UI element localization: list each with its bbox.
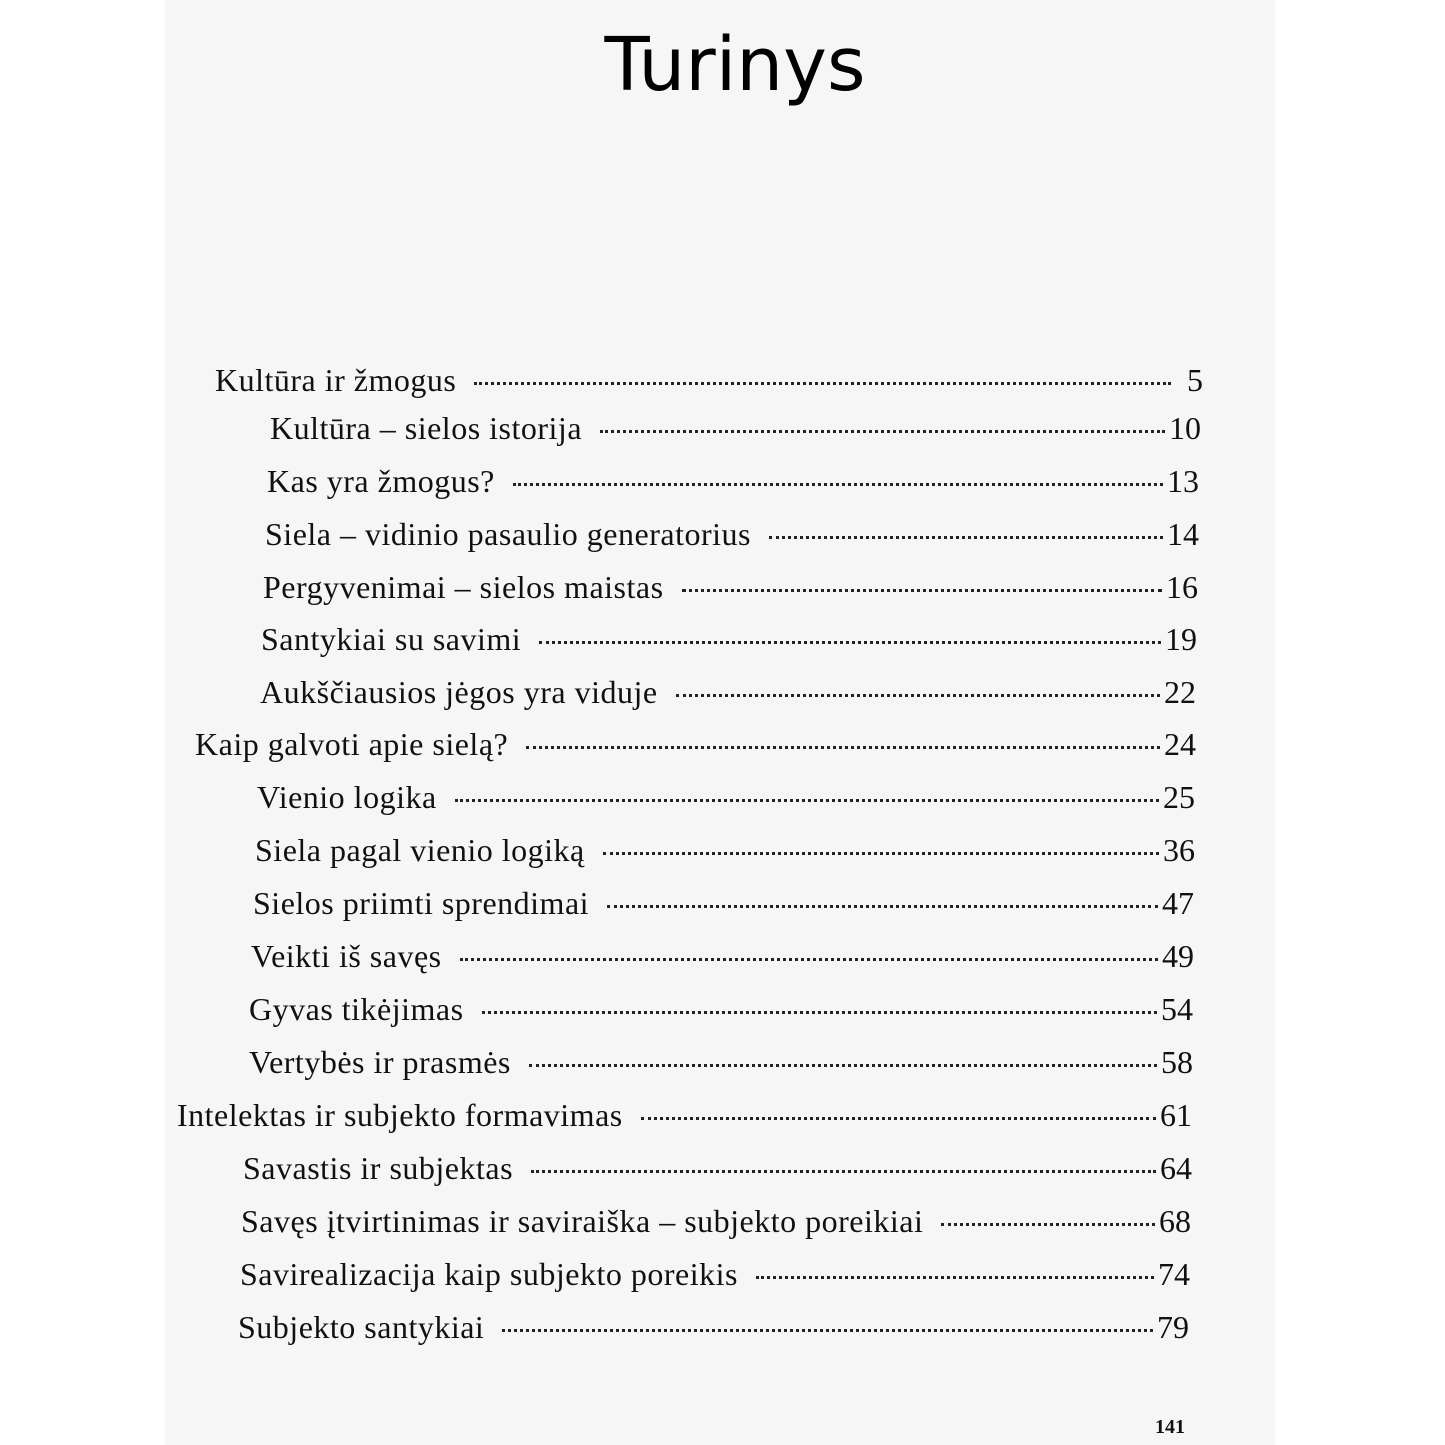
- toc-entry-label: Sielos priimti sprendimai: [253, 885, 590, 921]
- dot-leader: [513, 483, 1163, 486]
- toc-entry: [265, 516, 1199, 553]
- toc-entry: [240, 1256, 1190, 1293]
- toc-entry-page: 49: [1162, 938, 1194, 974]
- dot-leader: [474, 382, 1171, 385]
- toc-entry: [249, 991, 1193, 1028]
- book-page: [165, 0, 1275, 1445]
- toc-entry: [263, 569, 1198, 606]
- toc-entry: [267, 463, 1199, 500]
- toc-entry-page: 25: [1163, 779, 1195, 815]
- toc-entry-label: Savęs įtvirtinimas ir saviraiška – subjekto poreikiai: [241, 1203, 924, 1239]
- toc-entry: [260, 674, 1196, 711]
- dot-leader: [526, 746, 1160, 749]
- dot-leader: [641, 1117, 1156, 1120]
- toc-entry-label: Subjekto santykiai: [238, 1309, 485, 1345]
- toc-entry-page: 19: [1165, 621, 1197, 657]
- toc-entry-page: 74: [1158, 1256, 1190, 1292]
- dot-leader: [460, 958, 1158, 961]
- toc-entry-label: Intelektas ir subjekto formavimas: [177, 1097, 623, 1133]
- toc-entry-label: Savastis ir subjektas: [243, 1150, 514, 1186]
- toc-entry-label: Siela pagal vienio logiką: [255, 832, 585, 868]
- toc-entry: [241, 1203, 1191, 1240]
- toc-entry-page: 10: [1169, 410, 1201, 446]
- dot-leader: [455, 799, 1159, 802]
- toc-entry-page: 22: [1164, 674, 1196, 710]
- toc-entry-label: Vertybės ir prasmės: [249, 1044, 511, 1080]
- toc-entry: [238, 1309, 1189, 1346]
- toc-entry-page: 36: [1163, 832, 1195, 868]
- dot-leader: [531, 1170, 1156, 1173]
- dot-leader: [603, 852, 1159, 855]
- dot-leader: [941, 1223, 1155, 1226]
- toc-entry-label: Kaip galvoti apie sielą?: [195, 726, 509, 762]
- toc-entry-label: Gyvas tikėjimas: [249, 991, 464, 1027]
- page-number: 141: [1155, 1416, 1185, 1438]
- toc-entry-page: 54: [1161, 991, 1193, 1027]
- page-title: Turinys: [604, 22, 866, 108]
- toc-entry-page: 5: [1187, 362, 1203, 398]
- toc-entry: [270, 410, 1201, 447]
- toc-entry: [243, 1150, 1192, 1187]
- toc-entry: [261, 621, 1197, 658]
- toc-entry: [195, 726, 1196, 763]
- dot-leader: [502, 1329, 1153, 1332]
- toc-entry: [251, 938, 1194, 975]
- toc-entry-label: Savirealizacija kaip subjekto poreikis: [240, 1256, 738, 1292]
- dot-leader: [529, 1064, 1157, 1067]
- dot-leader: [682, 589, 1162, 592]
- toc-entry-label: Veikti iš savęs: [251, 938, 442, 974]
- toc-entry-page: 24: [1164, 726, 1196, 762]
- toc-entry-label: Pergyvenimai – sielos maistas: [263, 569, 664, 605]
- dot-leader: [600, 430, 1165, 433]
- toc-entry: [177, 1097, 1192, 1134]
- dot-leader: [676, 694, 1160, 697]
- toc-entry: [255, 832, 1195, 869]
- dot-leader: [482, 1011, 1157, 1014]
- dot-leader: [769, 536, 1163, 539]
- toc-entry-label: Vienio logika: [257, 779, 437, 815]
- toc-entry: [249, 1044, 1193, 1081]
- toc-entry-label: Kas yra žmogus?: [267, 463, 495, 499]
- toc-entry-page: 14: [1167, 516, 1199, 552]
- toc-entry-label: Aukščiausios jėgos yra viduje: [260, 674, 658, 710]
- toc-entry-page: 79: [1157, 1309, 1189, 1345]
- toc-entry-label: Siela – vidinio pasaulio generatorius: [265, 516, 751, 552]
- toc-entry-page: 13: [1167, 463, 1199, 499]
- toc-entry-page: 47: [1162, 885, 1194, 921]
- toc-entry: [253, 885, 1194, 922]
- toc-entry-label: Santykiai su savimi: [261, 621, 522, 657]
- toc-entry-page: 68: [1159, 1203, 1191, 1239]
- toc-entry-page: 58: [1161, 1044, 1193, 1080]
- dot-leader: [607, 905, 1158, 908]
- toc-entry: [215, 362, 1203, 399]
- toc-entry: [257, 779, 1195, 816]
- dot-leader: [756, 1276, 1154, 1279]
- toc-entry-page: 16: [1166, 569, 1198, 605]
- toc-entry-page: 64: [1160, 1150, 1192, 1186]
- dot-leader: [539, 641, 1161, 644]
- toc-entry-label: Kultūra ir žmogus: [215, 362, 457, 398]
- toc-entry-page: 61: [1160, 1097, 1192, 1133]
- toc-entry-label: Kultūra – sielos istorija: [270, 410, 583, 446]
